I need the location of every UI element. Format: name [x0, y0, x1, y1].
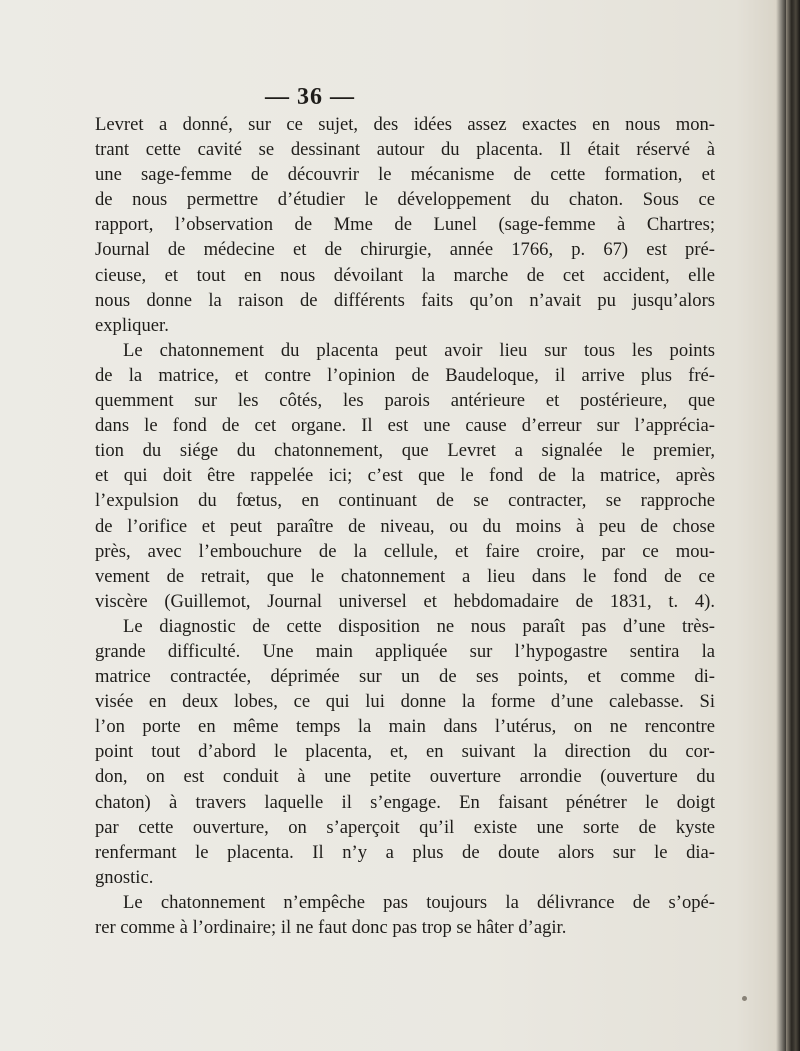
text-line: renfermant le placenta. Il n’y a plus de doute alors sur le dia-	[95, 841, 715, 863]
text-line: quemment sur les côtés, les parois antérieure et postérieure, que	[95, 390, 715, 412]
text-line: et qui doit être rappelée ici; c’est que le fond de la matrice, après	[95, 465, 715, 487]
text-line: par cette ouverture, on s’aperçoit qu’il existe une sorte de kyste	[95, 816, 715, 838]
text-line: don, on est conduit à une petite ouverture arrondie (ouverture du	[95, 766, 715, 788]
text-line: Le diagnostic de cette disposition ne nous paraît pas d’une très-	[123, 615, 715, 637]
text-line: rapport, l’observation de Mme de Lunel (sage-femme à Chartres;	[95, 214, 715, 236]
text-line: cieuse, et tout en nous dévoilant la marche de cet accident, elle	[95, 264, 715, 286]
text-line: viscère (Guillemot, Journal universel et hebdomadaire de 1831, t. 4).	[95, 590, 715, 612]
text-line: une sage-femme de découvrir le mécanisme de cette formation, et	[95, 164, 715, 186]
text-line: de l’orifice et peut paraître de niveau, ou du moins à peu de chose	[95, 515, 715, 537]
body-text	[95, 112, 715, 940]
text-line: matrice contractée, déprimée sur un de ses points, et comme di-	[95, 666, 715, 688]
text-line: de la matrice, et contre l’opinion de Baudeloque, il arrive plus fré-	[95, 364, 715, 386]
page-edge-shadow	[786, 0, 800, 1051]
page-number: — 36 —	[265, 84, 355, 110]
text-line: nous donne la raison de différents faits qu’on n’avait pu jusqu’alors	[95, 289, 715, 311]
text-line: grande difficulté. Une main appliquée sur l’hypogastre sentira la	[95, 640, 715, 662]
text-line: Le chatonnement n’empêche pas toujours la délivrance de s’opé-	[123, 891, 715, 913]
text-line: trant cette cavité se dessinant autour du placenta. Il était réservé à	[95, 139, 715, 161]
text-line: tion du siége du chatonnement, que Levret a signalée le premier,	[95, 440, 715, 462]
text-line: rer comme à l’ordinaire; il ne faut donc pas trop se hâter d’agir.	[95, 917, 567, 938]
text-line: l’on porte en même temps la main dans l’utérus, on ne rencontre	[95, 716, 715, 738]
text-line: gnostic.	[95, 866, 154, 888]
text-line: de nous permettre d’étudier le développement du chaton. Sous ce	[95, 189, 715, 211]
text-line: près, avec l’embouchure de la cellule, et faire croire, par ce mou-	[95, 540, 715, 562]
text-line: l’expulsion du fœtus, en continuant de se contracter, se rapproche	[95, 490, 715, 512]
text-line: Journal de médecine et de chirurgie, année 1766, p. 67) est pré-	[95, 239, 715, 261]
text-line: point tout d’abord le placenta, et, en suivant la direction du cor-	[95, 741, 715, 763]
paper-blemish	[742, 996, 747, 1001]
text-line: Le chatonnement du placenta peut avoir lieu sur tous les points	[123, 339, 715, 361]
text-line: expliquer.	[95, 314, 169, 336]
text-line: visée en deux lobes, ce qui lui donne la forme d’une calebasse. Si	[95, 691, 715, 713]
text-line: Levret a donné, sur ce sujet, des idées assez exactes en nous mon-	[95, 114, 715, 135]
text-line: vement de retrait, que le chatonnement a lieu dans le fond de ce	[95, 565, 715, 587]
text-line: chaton) à travers laquelle il s’engage. En faisant pénétrer le doigt	[95, 791, 715, 813]
text-line: dans le fond de cet organe. Il est une cause d’erreur sur l’apprécia-	[95, 415, 715, 437]
